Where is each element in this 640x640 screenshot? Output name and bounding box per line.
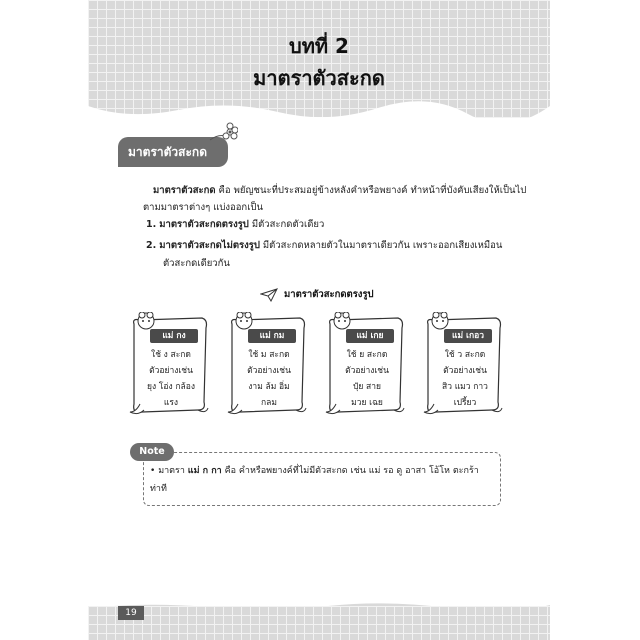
- card-line: ใช้ ง สะกด: [151, 350, 191, 360]
- list-num: 1.: [146, 219, 157, 230]
- bullet-icon: •: [150, 466, 156, 476]
- card-line: งาม ล้ม อิ่ม: [248, 382, 290, 392]
- scroll-card: [128, 312, 210, 416]
- card-label: แม่ กง: [150, 329, 198, 343]
- card-label: แม่ เกย: [346, 329, 394, 343]
- note-term: แม่ ก กา: [187, 466, 222, 476]
- note-body: คือ คำหรือพยางค์ที่ไม่มีตัวสะกด เช่น แม่ รอ ดู อาสา โอ้โห ตะกร้า ท่าที: [150, 466, 479, 494]
- note-badge: Note: [130, 443, 174, 461]
- card-line: มวย เฉย: [351, 398, 383, 408]
- card-line: ตัวอย่างเช่น: [345, 366, 389, 376]
- intro-term: มาตราตัวสะกด: [153, 185, 216, 196]
- card-line: ใช้ ย สะกด: [346, 350, 388, 360]
- flower-icon: [208, 122, 238, 146]
- scroll-card: [422, 312, 504, 416]
- page-number: 19: [118, 606, 144, 620]
- card-line: ยุง โอ่ง กล้อง: [147, 382, 195, 392]
- list-item-continuation: ตัวสะกดเดียวกัน: [163, 258, 230, 269]
- list-term: มาตราตัวสะกดไม่ตรงรูป: [159, 240, 260, 251]
- list-text: มีตัวสะกดหลายตัวในมาตราเดียวกัน เพราะออกเสียงเหมือน: [259, 240, 503, 251]
- note-text: [150, 462, 495, 498]
- chapter-subtitle: มาตราตัวสะกด: [253, 66, 385, 90]
- intro-text: คือ พยัญชนะที่ประสมอยู่ข้างหลังคำหรือพยางค์ ทำหน้าที่บังคับเสียงให้เป็นไปตามมาตราต่างๆ แบ่งออกเป็น: [143, 185, 527, 213]
- list-term: มาตราตัวสะกดตรงรูป: [159, 219, 249, 230]
- card-line: ตัวอย่างเช่น: [247, 366, 291, 376]
- section-tab-label: มาตราตัวสะกด: [128, 144, 207, 159]
- card-label: แม่ กม: [248, 329, 296, 343]
- card-line: ตัวอย่างเช่น: [149, 366, 193, 376]
- scroll-card: [226, 312, 308, 416]
- card-line: ใช้ ม สะกด: [248, 350, 290, 360]
- list-text: มีตัวสะกดตัวเดียว: [248, 219, 325, 230]
- card-line: แรง: [163, 398, 179, 408]
- chapter-title: บทที่ 2: [289, 34, 349, 58]
- card-line: ตัวอย่างเช่น: [443, 366, 487, 376]
- intro-paragraph: [143, 182, 528, 216]
- sub-heading-text: มาตราตัวสะกดตรงรูป: [284, 289, 374, 300]
- footer-grid-band: [88, 606, 550, 640]
- paper-plane-icon: [260, 288, 278, 302]
- book-page: [88, 0, 550, 640]
- card-label: แม่ เกอว: [444, 329, 492, 343]
- card-line: กลม: [261, 398, 277, 408]
- list-item: [146, 217, 324, 232]
- card-line: เปรี้ยว: [453, 398, 477, 408]
- list-item: [146, 238, 526, 253]
- card-line: สิว แมว กาว: [442, 382, 488, 392]
- sub-heading: [260, 287, 374, 302]
- list-num: 2.: [146, 240, 157, 251]
- card-line: ปุ๋ย สาย: [352, 382, 382, 392]
- header-wave-edge: [88, 96, 550, 122]
- scroll-card: [324, 312, 406, 416]
- note-prefix: มาตรา: [158, 466, 188, 476]
- card-line: ใช้ ว สะกด: [444, 350, 486, 360]
